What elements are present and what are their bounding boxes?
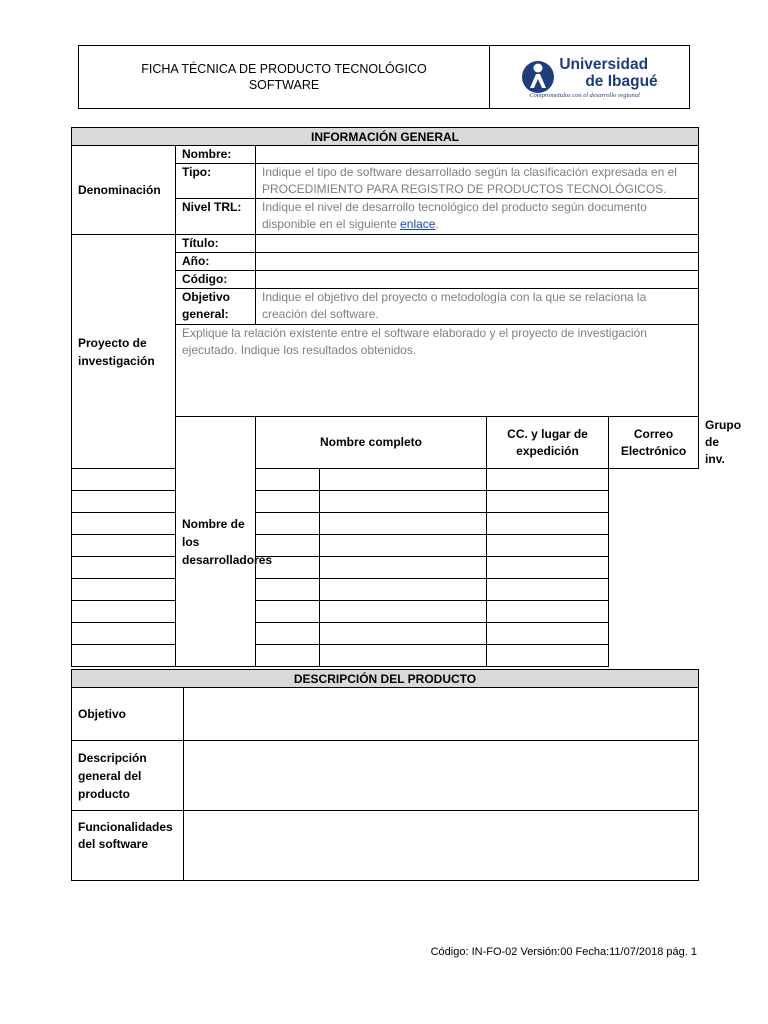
developer-email-cell[interactable]: [320, 645, 487, 667]
developer-name-cell[interactable]: [72, 645, 256, 667]
logo-name-line-2: de Ibagué: [585, 72, 658, 90]
col-nombre-completo: Nombre completo: [256, 417, 487, 469]
developer-row: [72, 491, 699, 513]
developer-group-cell[interactable]: [487, 491, 609, 513]
developer-email-cell[interactable]: [320, 535, 487, 557]
developer-email-cell[interactable]: [320, 469, 487, 491]
developer-email-cell[interactable]: [320, 491, 487, 513]
developer-email-cell[interactable]: [320, 557, 487, 579]
developer-group-cell[interactable]: [487, 535, 609, 557]
descripcion-field[interactable]: [184, 741, 699, 811]
developer-group-cell[interactable]: [487, 645, 609, 667]
col-correo: Correo Electrónico: [609, 417, 699, 469]
developer-row: [72, 469, 699, 491]
developer-row: [72, 601, 699, 623]
objetivo-general-label: Objetivo general:: [176, 289, 256, 325]
desarrolladores-label: Nombre de los desarrolladores: [176, 417, 256, 667]
proyecto-label: Proyecto de investigación: [72, 235, 176, 469]
developer-name-cell[interactable]: [72, 491, 256, 513]
descripcion-label: Descripción general del producto: [72, 741, 184, 811]
title-line-1: FICHA TÉCNICA DE PRODUCTO TECNOLÓGICO: [141, 62, 427, 76]
developer-row: [72, 557, 699, 579]
funcionalidades-label: Funcionalidades del software: [72, 811, 184, 881]
nombre-field[interactable]: [256, 146, 699, 164]
tipo-label: Tipo:: [176, 164, 256, 199]
developer-name-cell[interactable]: [72, 623, 256, 645]
product-description-heading: DESCRIPCIÓN DEL PRODUCTO: [72, 670, 699, 688]
nivel-trl-hint: Indique el nivel de desarrollo tecnológico del producto según documento disponible en el siguiente: [262, 200, 647, 231]
developer-cc-cell[interactable]: [256, 645, 320, 667]
relacion-proyecto-field[interactable]: Explique la relación existente entre el software elaborado y el proyecto de investigación ejecutado. Indique los resultados obtenidos.: [176, 325, 699, 417]
developer-cc-cell[interactable]: [256, 623, 320, 645]
document-footer: Código: IN-FO-02 Versión:00 Fecha:11/07/2018 pág. 1: [430, 946, 697, 958]
objetivo-label: Objetivo: [72, 688, 184, 741]
codigo-field[interactable]: [256, 271, 699, 289]
denominacion-label: Denominación: [72, 146, 176, 235]
developer-row: [72, 623, 699, 645]
titulo-label: Título:: [176, 235, 256, 253]
product-description-table: [71, 669, 699, 881]
titulo-field[interactable]: [256, 235, 699, 253]
developer-row: [72, 579, 699, 601]
developer-group-cell[interactable]: [487, 513, 609, 535]
developer-name-cell[interactable]: [72, 469, 256, 491]
developer-name-cell[interactable]: [72, 579, 256, 601]
developer-group-cell[interactable]: [487, 623, 609, 645]
developer-group-cell[interactable]: [487, 579, 609, 601]
tipo-field[interactable]: Indique el tipo de software desarrollado según la clasificación expresada en el PROCEDIMIENTO PARA REGISTRO DE PRODUCTOS TECNOLÓGICOS.: [256, 164, 699, 199]
developer-cc-cell[interactable]: [256, 601, 320, 623]
funcionalidades-field[interactable]: [184, 811, 699, 881]
developer-row: [72, 513, 699, 535]
developer-cc-cell[interactable]: [256, 491, 320, 513]
nivel-trl-label: Nivel TRL:: [176, 199, 256, 235]
developer-group-cell[interactable]: [487, 557, 609, 579]
developer-email-cell[interactable]: [320, 579, 487, 601]
general-info-heading: INFORMACIÓN GENERAL: [72, 128, 699, 146]
anio-label: Año:: [176, 253, 256, 271]
developer-group-cell[interactable]: [487, 601, 609, 623]
nombre-label: Nombre:: [176, 146, 256, 164]
developer-name-cell[interactable]: [72, 601, 256, 623]
developer-cc-cell[interactable]: [256, 513, 320, 535]
logo-slogan: Comprometidos con el desarrollo regional: [529, 91, 640, 99]
developer-email-cell[interactable]: [320, 513, 487, 535]
document-header: [78, 45, 690, 109]
objetivo-field[interactable]: [184, 688, 699, 741]
developer-cc-cell[interactable]: [256, 579, 320, 601]
developer-email-cell[interactable]: [320, 623, 487, 645]
developer-email-cell[interactable]: [320, 601, 487, 623]
developer-cc-cell[interactable]: [256, 469, 320, 491]
title-line-2: SOFTWARE: [248, 78, 320, 92]
logo-name-line-1: Universidad: [559, 55, 649, 73]
developer-row: [72, 535, 699, 557]
objetivo-general-field[interactable]: Indique el objetivo del proyecto o metodología con la que se relaciona la creación del software.: [256, 289, 699, 325]
nivel-trl-hint-end: .: [435, 217, 439, 231]
anio-field[interactable]: [256, 253, 699, 271]
nivel-trl-field[interactable]: [256, 199, 699, 235]
developer-group-cell[interactable]: [487, 469, 609, 491]
document-title: [79, 46, 490, 108]
general-info-table: INFORMACIÓN GENERAL Denominación Nombre: Tipo: Indique el tipo de software desarrollado según la clasificación expresada en el PROCEDIMIENTO PARA REGISTRO DE PRODUCTOS TECNOLÓGICOS. Nivel TRL: Indique el nivel de desarrollo tecnológico del producto según documento disponible en el siguiente enlace. Proyecto de investigación Título: Año: Código: Objetivo general: Indique el objetivo del proyecto o metodología con la que se relaciona la creación del software. Explique la relación existente entre el software elaborado y el proyecto de investigación ejecutado. Indique los resultados obtenidos. Nombre de los desarrolladores Nombre completo CC. y lugar de expedición Correo Electrónico Grupo de inv.: [71, 127, 699, 667]
codigo-label: Código:: [176, 271, 256, 289]
university-logo: [490, 46, 689, 108]
col-cc-expedicion: CC. y lugar de expedición: [487, 417, 609, 469]
developer-row: [72, 645, 699, 667]
trl-enlace-link[interactable]: enlace: [400, 217, 436, 231]
